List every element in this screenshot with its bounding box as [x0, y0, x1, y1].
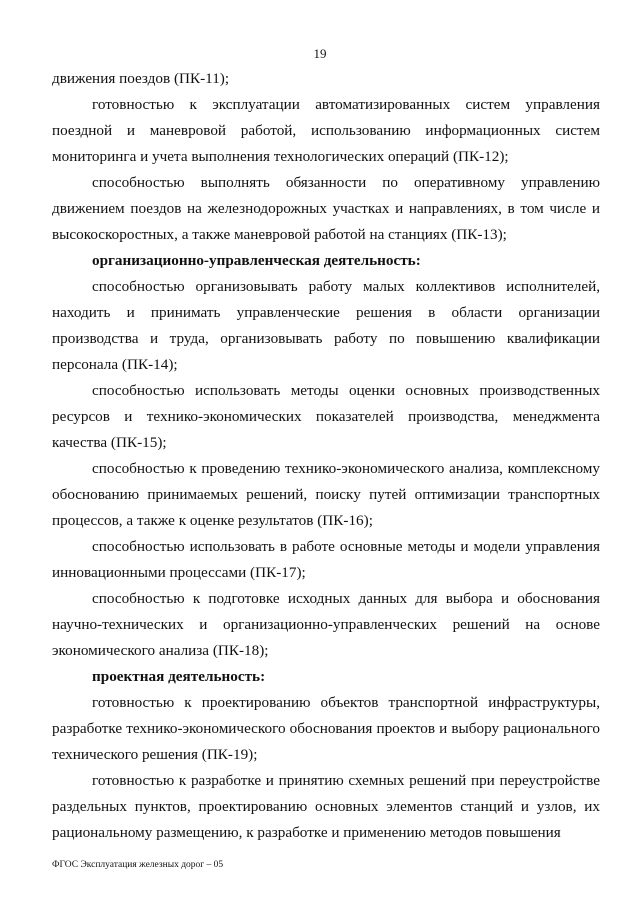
footer-note: ФГОС Эксплуатация железных дорог – 05 [52, 860, 224, 870]
body-text [52, 66, 600, 846]
paragraph: способностью использовать в работе основные методы и модели управления инновационными процессами (ПК-17); [52, 538, 600, 581]
paragraph: способностью выполнять обязанности по оперативному управлению движением поездов на железнодорожных участках и направлениях, в том числе и высокоскоростных, а также маневровой работой на станциях (ПК-13); [52, 174, 600, 243]
section-heading: организационно-управленческая деятельность: [92, 252, 421, 269]
paragraph: готовностью к проектированию объектов транспортной инфраструктуры, разработке технико-экономического обоснования проектов и выбору рационального технического решения (ПК-19); [52, 694, 600, 763]
paragraph: способностью к проведению технико-экономического анализа, комплексному обоснованию принимаемых решений, поиску путей оптимизации транспортных процессов, а также к оценке результатов (ПК-16); [52, 460, 600, 529]
paragraph: готовностью к эксплуатации автоматизированных систем управления поездной и маневровой работой, использованию информационных систем мониторинга и учета выполнения технологических операций (ПК-12); [52, 96, 600, 165]
paragraph: способностью к подготовке исходных данных для выбора и обоснования научно-технических и организационно-управленческих решений на основе экономического анализа (ПК-18); [52, 590, 600, 659]
paragraph: способностью использовать методы оценки основных производственных ресурсов и технико-экономических показателей производства, менеджмента качества (ПК-15); [52, 382, 600, 451]
section-heading: проектная деятельность: [92, 668, 266, 685]
paragraph: движения поездов (ПК-11); [52, 70, 230, 87]
page-number: 19 [313, 46, 327, 61]
paragraph: готовностью к разработке и принятию схемных решений при переустройстве раздельных пунктов, проектированию основных элементов станций и узлов, их рациональному размещению, к разработке и применению методов повышения [52, 772, 600, 841]
paragraph: способностью организовывать работу малых коллективов исполнителей, находить и принимать управленческие решения в области организации производства и труда, организовывать работу по повышению квалификации персонала (ПК-14); [52, 278, 600, 373]
